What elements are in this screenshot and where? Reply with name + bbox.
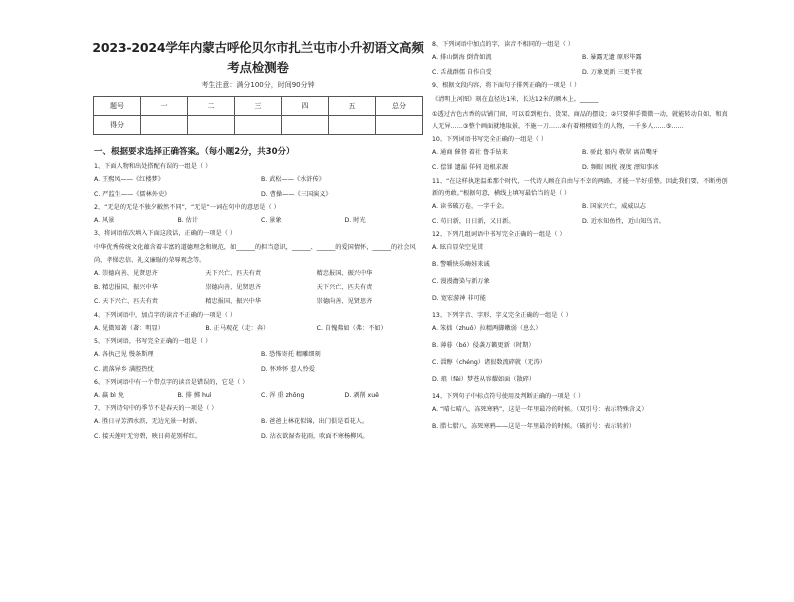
option-d: D. 宽宏游神 非可能 — [432, 294, 486, 302]
score-header-cell: 总分 — [376, 97, 423, 116]
question-8-options — [432, 53, 732, 77]
option-a: A. 见微知著（著：明显） — [94, 325, 164, 332]
option-c: C. 景象 — [261, 217, 282, 224]
question-14-options — [432, 405, 732, 431]
option-d: D. 沾衣欲湿杏花雨，吹面不寒杨柳风。 — [261, 433, 369, 440]
question-1-stem: 1、下面人物和出处搭配有误的一组是（ ） — [94, 163, 212, 170]
question-11-stem: 11、“在这样执迷温柔那个时代，一代诗人顾在自由与不幸的两路，才能一半好重整。因此我们要，不断勇创新的勇敢。”根据句意，横线上填写最恰当的是（ ） — [432, 177, 728, 197]
score-cell — [376, 116, 423, 135]
question-9-passage: 《清明上河图》刻在直径达1米，长达12米的额木上。______ — [432, 96, 599, 103]
option-b: B. 排 掷 huì — [177, 392, 212, 399]
right-column — [432, 0, 732, 602]
score-cell — [282, 116, 329, 135]
score-header-cell: 五 — [329, 97, 376, 116]
question-2-options — [94, 216, 428, 225]
question-2-stem: 2、“无是的无是不独夕敝然不同”，“无是”一词在句中的意思是（ ） — [94, 204, 280, 211]
option-a: A. 排山倒海 倒背如流 — [432, 54, 492, 61]
title-line-2: 考点检测卷 — [227, 60, 289, 75]
question-8-stem: 8、下列词语中加点的字，读音不相同的一组是（ ） — [432, 41, 575, 48]
question-13-options — [432, 324, 732, 384]
option-part: 精忠报国、振兴中华 — [316, 270, 373, 277]
question-9-items: ①透过古色古香的店铺门窗，可以看到柜台、货架、商品的摆设；②只要伸手微微一动，就能转动自如，和真人无异……③整个画面就地取景，不施一刀……④有着栩栩如生的人物，一千多人……⑤…… — [432, 110, 728, 130]
score-header-cell: 三 — [235, 97, 282, 116]
score-header-cell: 一 — [141, 97, 188, 116]
score-cell — [329, 116, 376, 135]
question-11-options — [432, 202, 732, 226]
question-5-stem: 5、下列词语，书写完全正确的一组是（ ） — [94, 338, 212, 345]
score-table-header-row — [94, 97, 423, 116]
option-row — [94, 283, 428, 292]
section-heading: 一、根据要求选择正确答案。（每小题2分，共30分） — [94, 147, 295, 157]
option-b: B. 薄暮（bó）侵袭万籁更新（时期） — [432, 341, 535, 349]
question-6-options — [94, 391, 428, 400]
option-part: A. 崇德向善、见贤思齐 — [94, 270, 158, 277]
question-7-stem: 7、下列诗句中的季节不是春天的一项是（ ） — [94, 405, 218, 412]
score-header-cell: 四 — [282, 97, 329, 116]
score-cell — [141, 116, 188, 135]
question-13-stem: 13、下列字音、字形、字义完全正确的一组是（ ） — [432, 311, 572, 319]
question-9-stem: 9、根据文段内容，将下面句子排列正确的一项是（ ） — [432, 82, 581, 89]
score-header-cell: 二 — [188, 97, 235, 116]
question-12-options — [432, 243, 732, 303]
question-3-stem: 3、将词语依次填入下面这段话，正确的一项是（ ） — [94, 230, 237, 237]
option-part: B. 精忠报国、振兴中华 — [94, 284, 158, 291]
score-cell — [188, 116, 235, 135]
option-d: D. 剥削 xuē — [344, 392, 379, 399]
option-d: D. 频眼 困扰 视度 漂知事冰 — [582, 163, 659, 171]
option-c: C. 严监生——《儒林外史》 — [94, 191, 171, 198]
option-b: B. 估计 — [177, 217, 199, 224]
option-a: A. 通商 催督 着社 鲁手钻来 — [432, 148, 508, 156]
option-d: D. 近水知鱼性，近山知鸟音。 — [582, 217, 665, 225]
option-part: 天下兴亡、匹夫有责 — [316, 284, 373, 291]
option-b: B. 正马观花（走：奔） — [205, 325, 270, 332]
option-part: 崇德向善、见贤思齐 — [316, 298, 373, 305]
paper-title — [88, 38, 428, 78]
option-c: C. 自愧弗如（弗：不如） — [316, 325, 387, 332]
option-c: C. 淄醇（chéng）诸很数流碎就（无涛） — [432, 358, 546, 366]
option-a: A. 胜日寻芳泗水滨，无边光景一时新。 — [94, 418, 202, 425]
option-a: A. 读书破万卷，一字千金。 — [432, 202, 509, 210]
question-3-passage: 中华优秀传统文化蕴含着丰富的道德理念和规范，如______的担当意识，______、______的爱国情怀，______的社会风尚，孝悌忠信、礼义廉耻的荣辱观念等。 — [94, 244, 416, 264]
question-7-options — [94, 417, 428, 441]
question-4-stem: 4、下列词语中，加点字的读音不正确的一项是（ ） — [94, 312, 237, 319]
option-b: B. 恐怖寄托 精雕细刻 — [261, 351, 321, 358]
exam-note: 考生注意：满分100分，时间90分钟 — [201, 81, 315, 89]
question-1-options — [94, 175, 428, 199]
option-a: A. 风景 — [94, 217, 115, 224]
question-6-stem: 6、下列词语中有一个带点字的读音是错误的，它是（ ） — [94, 379, 249, 386]
option-d: D. 曹操——《三国演义》 — [261, 191, 332, 198]
option-b: B. 暴露无遗 原形毕露 — [582, 54, 642, 61]
question-14-stem: 14、下列句子中标点符号使用及判断正确的一项是（ ） — [432, 392, 585, 400]
option-a: A. 各执己见 慢条斯理 — [94, 351, 154, 358]
option-a: A. 眩自显荣空见贯 — [432, 243, 484, 251]
score-header-cell: 题号 — [94, 97, 141, 116]
option-b: B. 国家兴亡，威威以志 — [582, 202, 646, 210]
option-b: B. 爸爸上林花似锦，出门俱是看花人。 — [261, 418, 369, 425]
option-part: 天下兴亡、匹夫有责 — [205, 270, 262, 277]
option-a: A. 笨拙（zhuō）拉精两脚嫩弱（息么） — [432, 324, 542, 332]
option-a: A. 王熙凤——《红楼梦》 — [94, 176, 164, 183]
question-10-stem: 10、下列词语书写完全正确的一组是（ ） — [432, 135, 548, 143]
question-3-options — [94, 269, 428, 306]
score-row-label: 得分 — [94, 116, 141, 135]
option-c: C. 漫漫澹染与新万象 — [432, 277, 490, 285]
option-a: A. 赢 bì 免 — [94, 392, 125, 399]
option-d: D. 怀珍怀 惹人怜爱 — [261, 366, 315, 373]
question-12-stem: 12、下列几组词语中书写完全正确的一组是（ ） — [432, 230, 566, 238]
option-c: C. 舌战群儒 自作自受 — [432, 69, 492, 76]
option-a: A. “晴七晴八，冻死寒鸦”，这是一年里最冷的时候。（双引号：表示特殊含义） — [432, 405, 648, 413]
option-row — [94, 297, 428, 306]
left-column — [88, 0, 428, 562]
option-part: C. 天下兴亡、匹夫有责 — [94, 298, 158, 305]
option-d: D. 万象更新 三更半夜 — [582, 69, 643, 76]
option-b: B. 武松——《水浒传》 — [261, 176, 325, 183]
score-cell — [235, 116, 282, 135]
title-line-1: 2023-2024学年内蒙古呼伦贝尔市扎兰屯市小升初语文高频 — [92, 40, 424, 55]
option-row — [94, 269, 428, 278]
question-4-options — [94, 324, 428, 333]
score-table — [93, 96, 423, 135]
option-part: 崇德向善、见贤思齐 — [205, 284, 262, 291]
question-10-options — [432, 148, 732, 172]
option-d: D. 琅（fěi）梦苍从容耀如面（散碎） — [432, 375, 536, 383]
option-c: C. 浑 重 zhōng — [261, 392, 305, 399]
option-c: C. 偿罪 遗漏 佯伺 追根求源 — [432, 163, 509, 171]
option-part: 精忠报国、振兴中华 — [205, 298, 262, 305]
option-b: B. 骄此 船内 敬翠 离苗嘴牙 — [582, 148, 658, 156]
option-c: C. 苟日新，日日新，又日新。 — [432, 217, 515, 225]
option-b: B. 警嚼快乐嗨娃来诚 — [432, 260, 490, 268]
option-c: C. 流落异乡 满腔热忱 — [94, 366, 154, 373]
option-c: C. 接天莲叶无穷碧，映日荷花别样红。 — [94, 433, 202, 440]
score-table-score-row — [94, 116, 423, 135]
option-b: B. 腊七腊八，冻死寒鸦——这是一年里最冷的时候。（破折号：表示转折） — [432, 422, 636, 430]
question-5-options — [94, 350, 428, 374]
option-d: D. 时光 — [344, 217, 366, 224]
